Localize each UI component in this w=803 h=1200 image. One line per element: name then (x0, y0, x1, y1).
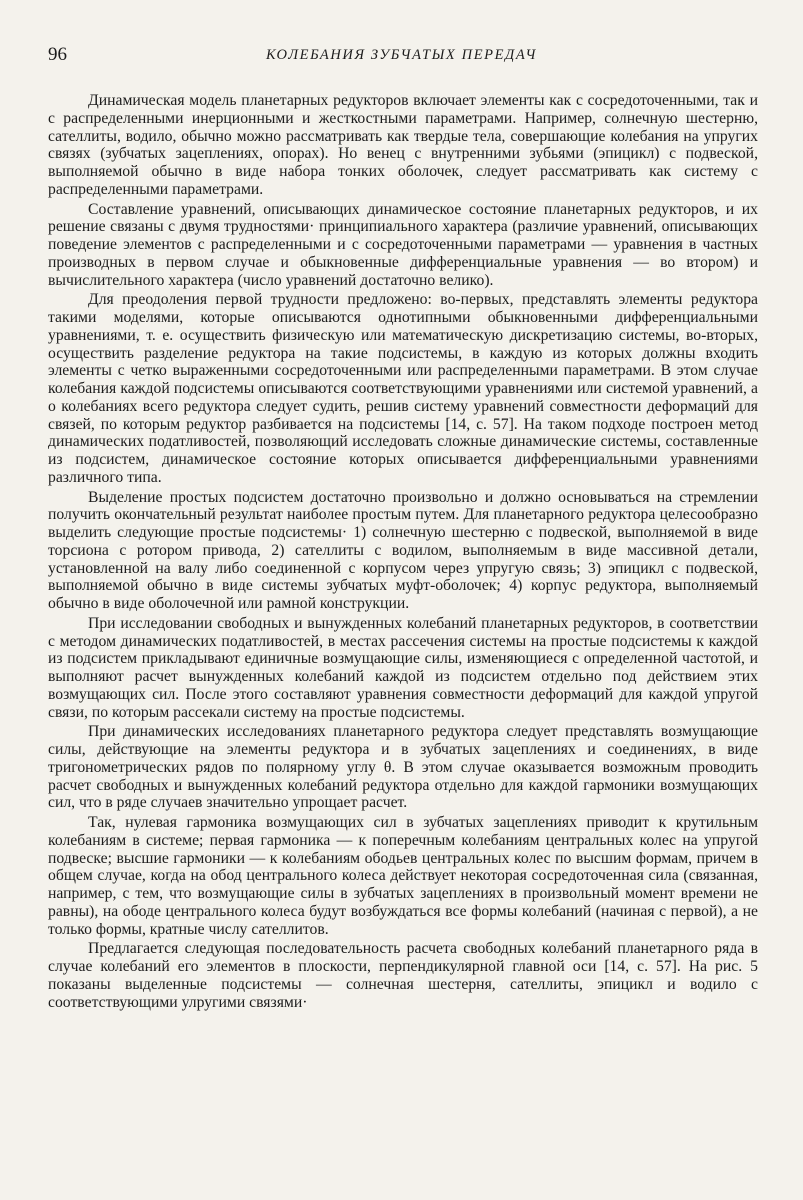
page-header (48, 44, 755, 72)
running-title: КОЛЕБАНИЯ ЗУБЧАТЫХ ПЕРЕДАЧ (265, 47, 538, 63)
body-text (48, 92, 758, 1013)
paragraph: При исследовании свободных и вынужденных колебаний планетарных редукторов, в соответствии с методом динамических податливостей, в местах рассечения системы на простые подсистемы к каждой из подсистем прикладывают единичные возмущающие силы, изменяющиеся с определенной частотой, и выполняют расчет вынужденных колебаний каждой из подсистем отдельно под действием этих возмущающих сил. После этого составляют уравнения совместности деформаций для каждой упругой связи, по которым рассекали систему на простые подсистемы. (48, 614, 758, 721)
page-number: 96 (48, 44, 67, 65)
paragraph: Для преодоления первой трудности предложено: во-первых, представлять элементы редуктора такими моделями, которые описываются однотипными обыкновенными дифференциальными уравнениями, т. е. осуществить физическую или математическую дискретизацию системы, во-вторых, осуществить разделение редуктора на такие подсистемы, в каждую из которых должны входить элементы с четко выраженными сосредоточенными или распределенными параметрами. В этом случае колебания каждой подсистемы описываются соответствующими уравнениями или системой уравнений, а о колебаниях всего редуктора следует судить, решив систему уравнений совместности деформаций для связей, по которым редуктор разбивается на подсистемы [14, с. 57]. На таком подходе построен метод динамических податливостей, позволяющий исследовать сложные динамические системы, составленные из подсистем, динамическое состояние которых описывается дифференциальными уравнениями различного типа. (48, 291, 758, 486)
paragraph: Так, нулевая гармоника возмущающих сил в зубчатых зацеплениях приводит к крутильным колебаниям в системе; первая гармоника — к поперечным колебаниям центральных колес на упругой подвеске; высшие гармоники — к колебаниям ободьев центральных колес по высшим формам, причем в общем случае, когда на обод центрального колеса действует некоторая сосредоточенная сила (связанная, например, с тем, что возмущающие силы в зубчатых зацеплениях в произвольный момент времени не равны), на ободе центрального колеса будут возбуждаться все формы колебаний (начиная с первой), а не только формы, кратные числу сателлитов. (48, 814, 758, 938)
paragraph: Составление уравнений, описывающих динамическое состояние планетарных редукторов, и их решение связаны с двумя трудностями· принципиального характера (различие уравнений, описывающих поведение элементов с распределенными и с сосредоточенными параметрами — уравнения в частных производных в первом случае и обыкновенные дифференциальные уравнения — во втором) и вычислительного характера (число уравнений достаточно велико). (48, 200, 758, 289)
paragraph: При динамических исследованиях планетарного редуктора следует представлять возмущающие силы, действующие на элементы редуктора и в зубчатых зацеплениях и соединениях, в виде тригонометрических рядов по полярному углу θ. В этом случае оказывается возможным проводить расчет свободных и вынужденных колебаний редуктора отдельно для каждой гармоники возмущающих сил, что в ряде случаев значительно упрощает расчет. (48, 723, 758, 812)
paragraph: Динамическая модель планетарных редукторов включает элементы как с сосредоточенными, так и с распределенными инерционными и жесткостными параметрами. Например, солнечную шестерню, сателлиты, водило, обычно можно рассматривать как твердые тела, совершающие колебания на упругих связях (зубчатых зацеплениях, опорах). Но венец с внутренними зубьями (эпицикл) с подвеской, выполняемой обычно в виде набора тонких оболочек, следует рассматривать как систему с распределенными параметрами. (48, 92, 758, 198)
paragraph: Предлагается следующая последовательность расчета свободных колебаний планетарного ряда в случае колебаний его элементов в плоскости, перпендикулярной главной оси [14, с. 57]. На рис. 5 показаны выделенные подсистемы — солнечная шестерня, сателлиты, эпицикл и водило с соответствующими улругими связями· (48, 940, 758, 1011)
paragraph: Выделение простых подсистем достаточно произвольно и должно основываться на стремлении получить окончательный результат наиболее простым путем. Для планетарного редуктора целесообразно выделить следующие простые подсистемы· 1) солнечную шестерню с подвеской, выполняемой в виде торсиона с ротором привода, 2) сателлиты с водилом, выполняемым в виде массивной детали, установленной на валу либо соединенной с корпусом через упругую связь; 3) эпицикл с подвеской, выполняемой обычно в виде системы зубчатых муфт-оболочек; 4) корпус редуктора, выполняемый обычно в виде оболочечной или рамной конструкции. (48, 488, 758, 612)
